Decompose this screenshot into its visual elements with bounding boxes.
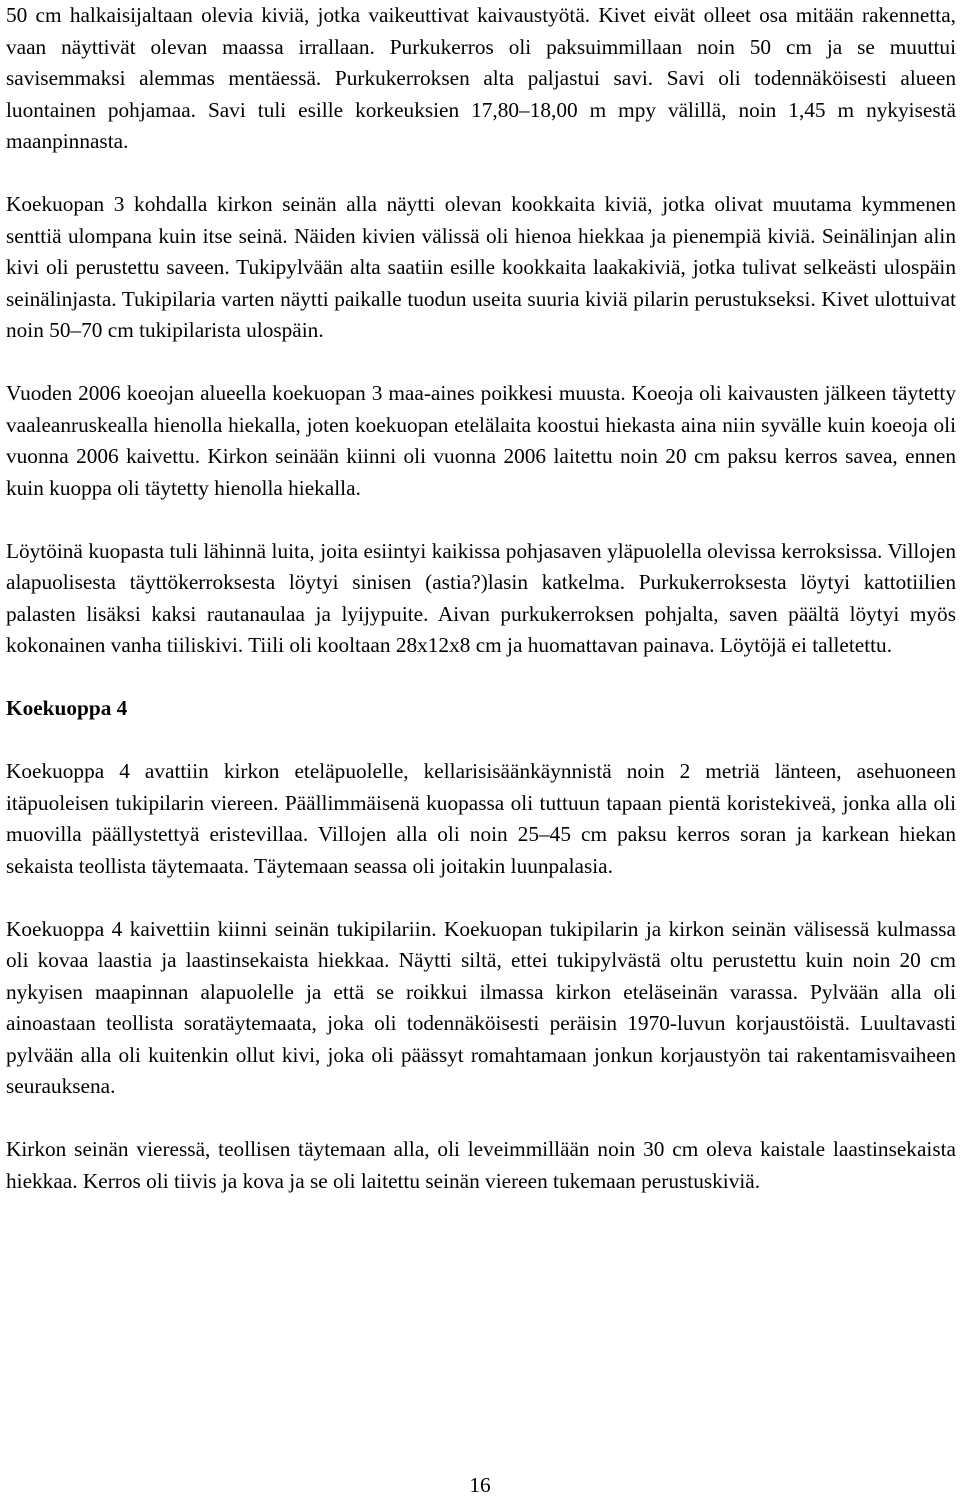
paragraph-gap (6, 504, 956, 536)
paragraph-finds: Löytöinä kuopasta tuli lähinnä luita, joita esiintyi kaikissa pohjasaven yläpuolella olevissa kerroksissa. Villojen alapuolisesta täyttökerroksesta löytyi sinisen (astia?)lasin katkelma. Purkukerroksesta löytyi kattotiilien palasten lisäksi kaksi rautanaulaa ja lyijypuite. Aivan purkukerroksen pohjalta, saven päältä löytyi myös kokonainen vanha tiiliskivi. Tiili oli kooltaan 28x12x8 cm ja huomattavan painava. Löytöjä ei talletettu. (6, 538, 956, 657)
paragraph-gap (6, 347, 956, 379)
page-number: 16 (469, 1473, 491, 1497)
paragraph-koeoja-2006: Vuoden 2006 koeojan alueella koekuopan 3 maa-aines poikkesi muusta. Koeoja oli kaivausten jälkeen täytetty vaaleanruskealla hienolla hiekalla, joten koekuopan etelälaita koostui hiekasta aina niin syvälle kuin koeoja oli vuonna 2006 kaivettu. Kirkon seinään kiinni oli vuonna 2006 laitettu noin 20 cm paksu kerros savea, ennen kuin kuoppa oli täytetty hienolla hiekalla. (6, 381, 956, 500)
paragraph-koekuoppa-4-pillar: Koekuoppa 4 kaivettiin kiinni seinän tukipilariin. Koekuopan tukipilarin ja kirkon seinän välisessä kulmassa oli kovaa laastia ja laastinsekaista hiekkaa. Näytti siltä, ettei tukipylvästä oltu perustettu kuin noin 20 cm nykyisen maapinnan alapuolelle ja että se roikkui ilmassa kirkon eteläseinän varassa. Pylvään alla oli ainoastaan teollista soratäytemaata, joka oli todennäköisesti peräisin 1970-luvun korjaustöistä. Luultavasti pylvään alla oli kuitenkin ollut kivi, joka oli päässyt romahtamaan jonkun korjaustyön tai rakentamisvaiheen seurauksena. (6, 916, 956, 1098)
paragraph-gap (6, 158, 956, 190)
paragraph-purkukerros: 50 cm halkaisijaltaan olevia kiviä, jotka vaikeuttivat kaivaustyötä. Kivet eivät olleet osa mitään rakennetta, vaan näyttivät olevan maassa irrallaan. Purkukerros oli paksuimmillaan noin 50 cm ja se muuttui savisemmaksi alemmas mentäessä. Purkukerroksen alta paljastui savi. Savi oli todennäköisesti alueen luontainen pohjamaa. Savi tuli esille korkeuksien 17,80–18,00 m mpy välillä, noin 1,45 m nykyisestä maanpinnasta. (6, 3, 956, 153)
document-page (6, 0, 956, 1197)
paragraph-gap (6, 662, 956, 694)
paragraph-koekuoppa-4-wall: Kirkon seinän vieressä, teollisen täytemaan alla, oli leveimmillään noin 30 cm oleva kaistale laastinsekaista hiekkaa. Kerros oli tiivis ja kova ja se oli laitettu seinän viereen tukemaan perustuskiviä. (6, 1137, 956, 1193)
section-heading: Koekuoppa 4 (6, 696, 128, 720)
paragraph-koekuoppa-3-stones: Koekuopan 3 kohdalla kirkon seinän alla näytti olevan kookkaita kiviä, jotka olivat muutama kymmenen senttiä ulompana kuin itse seinä. Näiden kivien välissä oli hienoa hiekkaa ja pienempiä kiviä. Seinälinjan alin kivi oli perustettu saveen. Tukipylvään alta saatiin esille kookkaita laakakiviä, jotka tulivat selkeästi ulospäin seinälinjasta. Tukipilaria varten näytti paikalle tuodun useita suuria kiviä pilarin perustukseksi. Kivet ulottuivat noin 50–70 cm tukipilarista ulospäin. (6, 192, 956, 342)
paragraph-gap (6, 725, 956, 757)
paragraph-gap (6, 1103, 956, 1135)
paragraph-koekuoppa-4-location: Koekuoppa 4 avattiin kirkon eteläpuolelle, kellarisisäänkäynnistä noin 2 metriä länteen, asehuoneen itäpuoleisen tukipilarin viereen. Päällimmäisenä kuopassa oli tuttuun tapaan pientä koristekiveä, jonka alla oli muovilla päällystettyä eristevillaa. Villojen alla oli noin 25–45 cm paksu kerros soran ja karkean hiekan sekaista teollista täytemaata. Täytemaan seassa oli joitakin luunpalasia. (6, 759, 956, 878)
paragraph-gap (6, 882, 956, 914)
